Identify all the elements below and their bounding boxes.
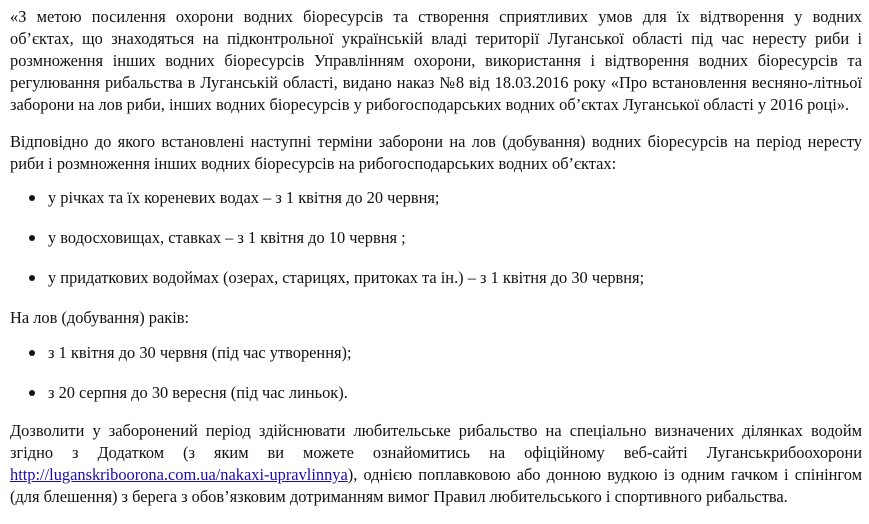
fish-ban-list: [10, 187, 862, 289]
document-body: [10, 6, 862, 508]
list-item: [10, 382, 862, 404]
intro-paragraph-rest: об’єктах, що знаходяться на підконтрольної українській владі території Луганської області під час нересту риби і розмноження інших водних біоресурсів Управлінням охорони, використання і відтворення водних біоресурсів та регулювання рибальства в Луганській області, видано наказ №8 від 18.03.2016 року «Про встановлення весняно-літньої заборони на лов риби, інших водних біоресурсів у рибогосподарських водних об’єктах Луганської області у 2016 році».: [10, 29, 862, 114]
bullet-icon: [29, 390, 35, 396]
intro-paragraph: [10, 6, 862, 116]
allowed-text-before-link: Дозволити у заборонений період здійснювати любительське рибальство на спеціально визначених ділянках водойм згідно з Додатком (з яким ви можете ознайомитись на офіційному веб-сайті Луганськрибоохорони: [10, 421, 862, 462]
bullet-icon: [29, 195, 35, 201]
allowed-text-after-link: ), однією поплавковою або донною вудкою із одним гачком і спінінгом (для блешення) з берега з обов’язковим дотриманням вимог Правил любительського і спортивного рибальства.: [10, 465, 862, 506]
crayfish-heading: На лов (добування) раків:: [10, 308, 190, 327]
list-item-text: у водосховищах, ставках – з 1 квітня до 10 червня ;: [48, 228, 406, 247]
bullet-icon: [29, 235, 35, 241]
list-item-text: у річках та їх кореневих водах – з 1 квітня до 20 червня;: [48, 188, 440, 207]
bullet-icon: [29, 350, 35, 356]
bullet-icon: [29, 275, 35, 281]
list-item-text: з 20 серпня до 30 вересня (під час линьок).: [48, 383, 348, 402]
crayfish-ban-list: [10, 342, 862, 404]
list-item-text: з 1 квітня до 30 червня (під час утворення);: [48, 343, 352, 362]
list-item: [10, 227, 862, 249]
list-item-text: у придаткових водоймах (озерах, старицях, притоках та ін.) – з 1 квітня до 30 червня;: [48, 268, 645, 287]
list-item: [10, 342, 862, 364]
allowed-fishing-paragraph: [10, 420, 862, 508]
list-item: [10, 187, 862, 209]
list-item: [10, 267, 862, 289]
terms-paragraph: Відповідно до якого встановлені наступні терміни заборони на лов (добування) водних біоресурсів на період нересту риби і розмноження інших водних біоресурсів на рибогосподарських водних об’єктах:: [10, 132, 862, 173]
rules-appendix-link[interactable]: http://luganskriboorona.com.ua/nakaxi-upravlinnya: [10, 465, 348, 484]
intro-paragraph-line1: «З метою посилення охорони водних біоресурсів та створення сприятливих умов для їх відтворення у водних: [10, 7, 862, 26]
